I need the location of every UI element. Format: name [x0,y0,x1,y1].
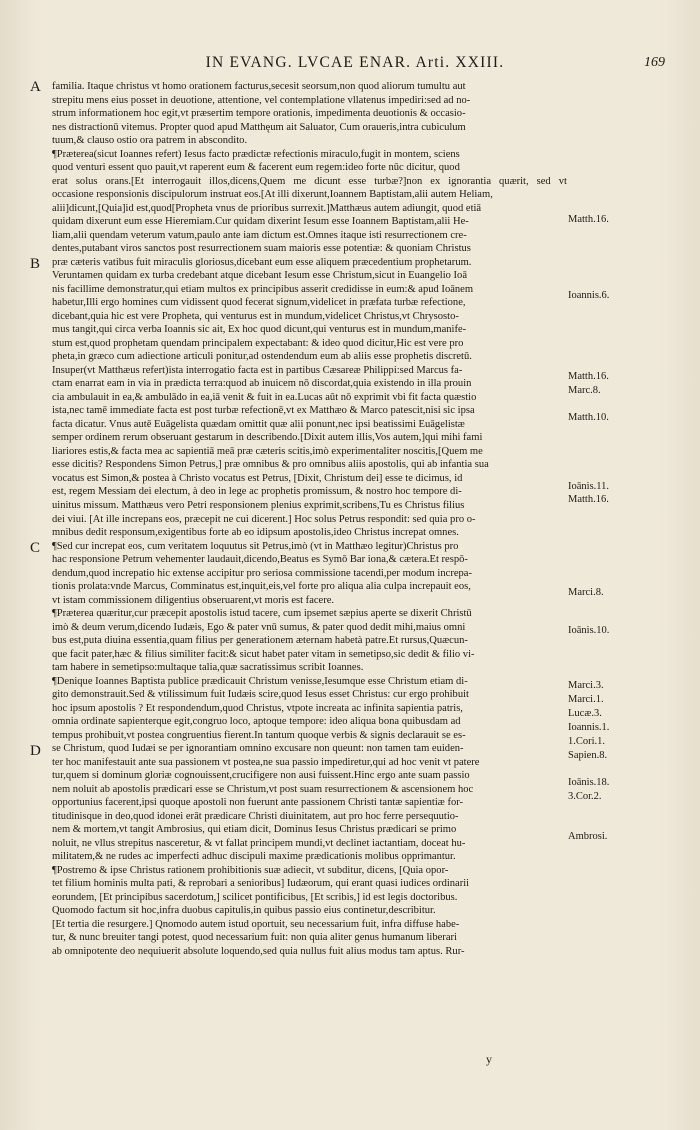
section-letter-c: C [30,540,41,556]
text-line: cia ambulauit in ea,& ambulādo in ea,iā venit & fuit in ea.Lucas aūt nō exprimit vbi fit facta quæstio [52,391,477,403]
page-header [0,54,700,78]
text-line: liariores estis,& facta mea ac sapientiā meā præ cæteris scitis,imò experimentaliter noscitis,[Quem me [52,445,483,457]
text-line: præ cæteris vatibus fuit miraculis gloriosus,dicebant eum esse aliquem præcedentium prophetarum. [52,256,472,268]
margin-note: Ioannis.1. [568,722,610,733]
section-letter-d: D [30,743,41,759]
text-line: Insuper(vt Matthæus refert)ista interrogatio facta est in partibus Cæsareæ Philippi:sed Marcus fa- [52,364,463,376]
text-line: nes distractionū vitemus. Propter quod apud Matthęum ait Saluator, Cum oraueris,intra cubiculum [52,121,466,133]
margin-note: Marci.8. [568,587,604,598]
text-line: ctam enarrat eam in via in prædicta terra:quod ab inuicem nō discordat,quia existendo in illa prouin [52,378,472,390]
page-number: 169 [644,55,665,70]
text-line: habetur,Illi ergo homines cum vidissent quod fecerat signum,videlicet in præfata turbæ refectione, [52,297,466,309]
text-line: vt istam commissionem diligentius obseruarent,vt moris est facere. [52,594,335,606]
text-line: bus est,puta diuina essentia,quam filius per generationem æternam habetà patre.Et rursus,Quæcun- [52,635,468,647]
text-line: ¶Præterea quæritur,cur præcepit apostolis istud tacere, cum ipsemet sæpius aperte se dixerit Christū [52,608,472,620]
text-line: dendum,quod increpatio hic extense accipitur pro seriosa commissione tacendi,per modum increpa- [52,567,472,579]
text-line: liam,alii quendam veterum vatum,paulo ante iam dictum est.Omnes itaque isti resurrectionem cre- [52,229,467,241]
text-line: esse dicitis? Respondens Simon Petrus,] præ omnibus & pro omnibus aliis apostolis, qui ab infantia sua [52,459,489,471]
text-line: titudinisque in deo,quod idonei erāt prædicare Christi diuinitatem, aut pro hoc ferre persequutio- [52,810,459,822]
text-line: nem & mortem,vt tangit Ambrosius, qui etiam dicit, Dominus Iesus Christus prædicari se primo [52,824,457,836]
text-line: est, regem Messiam dei electum, à deo in lege ac prophetis promissum, & nostro hoc tempore di- [52,486,462,498]
text-line: tam habere in semetipso:multaque talia,quæ sacratissimus scribit Ioannes. [52,662,364,674]
text-line: dentes,putabant viros sanctos post resurrectionem suam maioris esse potentiæ: & quoniam Christus [52,243,471,255]
text-line: ¶Præterea(sicut Ioannes refert) Iesus facto prædictæ refectionis miraculo,fugit in montem, sciens [52,148,460,160]
text-line: imò & deum verum,dicendo Iudæis, Ego & pater vnū sumus, & pater quod dedit mihi,maius omni [52,621,466,633]
text-line: familia. Itaque christus vt homo orationem facturus,secesit seorsum,non quod aliorum tumultu aut [52,81,466,92]
text-line: alii]dicunt,[Quia]id est,quod[Propheta vnus de prioribus surrexit.]Matthæus autem adiungit, quod etiā [52,202,482,214]
text-line: opportunius facerent,ipsi quoque apostoli non fuerunt ante passionem Christi tantæ sapientiæ for- [52,797,464,809]
text-line: ab omnipotente deo nequiuerit absolute loquendo,sed quia nullus fuit alius modus tam aptus. Rur- [52,946,465,957]
section-letter-b: B [30,256,41,272]
text-line: ¶Postremo & ipse Christus rationem prohibitionis suæ adiecit, vt subditur, dicens, [Quia opor- [52,864,449,876]
margin-note: Marci.3. [568,680,604,691]
text-line: nis facillime demonstratur,qui etiam multos ex principibus asserit credidisse in eum:& apud Ioānem [52,283,474,295]
text-line: eorundem, [Et principibus sacerdotum,] scilicet pontificibus, [Et scribis,] id est legis doctoribus. [52,891,458,903]
text-line: semper ordinem rerum obseruant gestarum in describendo.[Dixit autem illis,Vos autem,]qui mihi fami [52,432,483,444]
catchword: y [486,1052,492,1066]
text-line: ¶Sed cur increpat eos, cum veritatem loquutus sit Petrus,imò (vt in Matthæo legitur)Christus pro [52,540,459,552]
margin-note: Ioānis.11. [568,481,610,492]
text-line: tur,quem si dominum gloriæ cognouissent,crucifigere non ausi fuissent.Hinc ergo ante suam passio [52,770,470,782]
margin-note: Matth.10. [568,412,609,423]
text-line: strum informationem hoc egit,vt præsertim tempore orationis, impedimenta deuotionis & occasio- [52,108,466,120]
margin-note: Ioannis.6. [568,290,610,301]
text-line: facta dicatur. Vnus autē Euāgelista quædam omittit quæ alii ponunt,nec ipsi beatissimi Euāgelistæ [52,418,465,430]
running-head: IN EVANG. LVCAE ENAR. Arti. XXIII. [205,54,505,71]
text-line: stum est,quod prophetam quendam principalem expectabant: & ideo quod dicitur,Hic est vere pro [52,337,464,349]
text-line: Veruntamen quidam ex turba credebant atque dicebant Iesum esse Christum,sicut in Euangelio Ioā [52,270,468,282]
text-line: vocatus est Simon,& postea à Christo vocatus est Petrus, [Dixit, Christum dei] esse te dicimus, id [52,472,463,484]
text-line: [Et tertia die resurgere.] Qnomodo autem istud oportuit, seu necessarium fuit, infra diffuse habe- [52,918,460,930]
margin-note: 1.Cori.1. [568,736,606,747]
text-line: tuum,& clauso ostio ora patrem in abscondito. [52,135,248,147]
text-line: hoc ipsum apostolis ? Et respondendum,quod Christus, vtpote increata ac infinita sapientia patris, [52,702,463,714]
text-line: ista,nec tamē immediate facta est post turbæ refectionē,vt ex Matthæo & Marco patescit,nisi sic ipsa [52,405,475,417]
margin-note: Ioānis.10. [568,625,610,636]
text-line: tet filium hominis multa pati, & reprobari a senioribus] Iudæorum, qui erant quasi iudices ordinarii [52,878,470,890]
margin-note: Ioānis.18. [568,777,610,788]
text-line: quidam dixerunt eum esse Hieremiam.Cur quidam dixerint Iesum esse Ioannem Baptistam,alii He- [52,216,469,228]
text-line: dicebant,quia hic est vere Propheta, qui venturus est in mundum,videlicet Christus,vt Chrysosto- [52,310,459,322]
text-line: ter hoc manifestauit ante sua passionem vt postea,ne sua passio impediretur,qui ad hoc venit vt patere [52,756,480,768]
text-line: mus tangit,qui circa verba Ioannis sic ait, Ex hoc quod dicunt,qui venturus est in mundum,manife- [52,324,467,336]
text-line: noluit, ne vllus strepitus nasceretur, & vt fallat principem mundi,vt declinet iactantiam, doceat hu- [52,837,466,849]
body-text [52,80,567,959]
text-line: tempus prohibuit,vt postea congruentius fierent.In tantum quoque verbis & signis declarauit se es- [52,729,466,741]
text-line: se Christum, quod Iudæi se per ignorantiam omnino excusare non queunt: non tamen tam euiden- [52,743,464,755]
text-line: erat solus orans.[Et interrogauit illos,dicens,Quem me dicunt esse turbæ?]non ex ignorantia quærit, sed vt [52,175,567,187]
section-letter-a: A [30,79,41,95]
margin-note: Matth.16. [568,494,609,505]
margin-note: Marc.8. [568,385,601,396]
text-line: occasione responsionis discipulorum instruat eos.[At illi dixerunt,Ioannem Baptistam,alii autem Heliam, [52,189,493,201]
text-line: omnia ordinate sapienterque egit,congruo loco, aptoque tempore: ideo aliqua bona quibusdam ad [52,716,461,728]
text-line: dei viui. [At ille increpans eos, præcepit ne cui dicerent.] Hoc solus Petrus respondit: sed quia pro o- [52,513,476,525]
text-line: hac responsione Petrum vehementer laudauit,dicendo,Beatus es Symō Bar iona,& cætera.Et respō- [52,554,468,566]
text-line: Quomodo factum sit hoc,infra duobus capitulis,in quibus passio eius continetur,describitur. [52,905,436,917]
text-line: mnibus dedit responsum,exigentibus forte ab eo idipsum apostolis,ideo Christus increpat omnes. [52,527,459,539]
text-line: nem noluit ab apostolis prædicari esse se Christum,vt post suam resurrectionem & ascensionem hoc [52,783,474,795]
text-line: que facit pater,hæc & filius similiter facit:& sicut habet pater vitam in semetipso,sic dedit & filio vi- [52,648,475,660]
margin-note: Matth.16. [568,214,609,225]
margin-note: Ambrosi. [568,831,608,842]
margin-note: Matth.16. [568,371,609,382]
text-line: pheta,in græco cum adiectione articuli ponitur,ad ostendendum eum ab aliis esse prophetis discretū. [52,351,472,363]
text-line: uinitus missum. Matthæus vero Petri responsionem plenius exprimit,scribens,Tu es Christus filius [52,499,465,511]
margin-note: Marci.1. [568,694,604,705]
text-line: strepitu mens eius posset in deuotione, attentione, vel contemplatione vllatenus impediri:sed ad no- [52,94,471,106]
margin-note: Lucæ.3. [568,708,602,719]
text-line: tur, & nunc breuiter tangi potest, quod necessarium fuit: non quia aliter genus humanum liberari [52,932,457,944]
margin-note: Sapien.8. [568,750,608,761]
text-line: ¶Denique Ioannes Baptista publice prædicauit Christum venisse,Iesumque esse Christum etiam di- [52,675,468,687]
text-line: quod venturi essent quo pauit,vt raperent eum & facerent eum regem:ideo forte nūc dicitur, quod [52,162,460,174]
text-line: militatem,& ne rudes ac imperfecti adhuc discipuli maxime prædicationis molibus opprimantur. [52,851,456,863]
text-line: tionis prolata:vnde Marcus, Comminatus est,inquit,eis,vel forte pro aliqua alia culpa increpauit eos, [52,581,471,593]
text-line: gito demonstrauit.Sed & vtilissimum fuit Iudæis scire,quod Iesus esset Christus: cur ergo prohibuit [52,689,469,701]
margin-note: 3.Cor.2. [568,791,602,802]
